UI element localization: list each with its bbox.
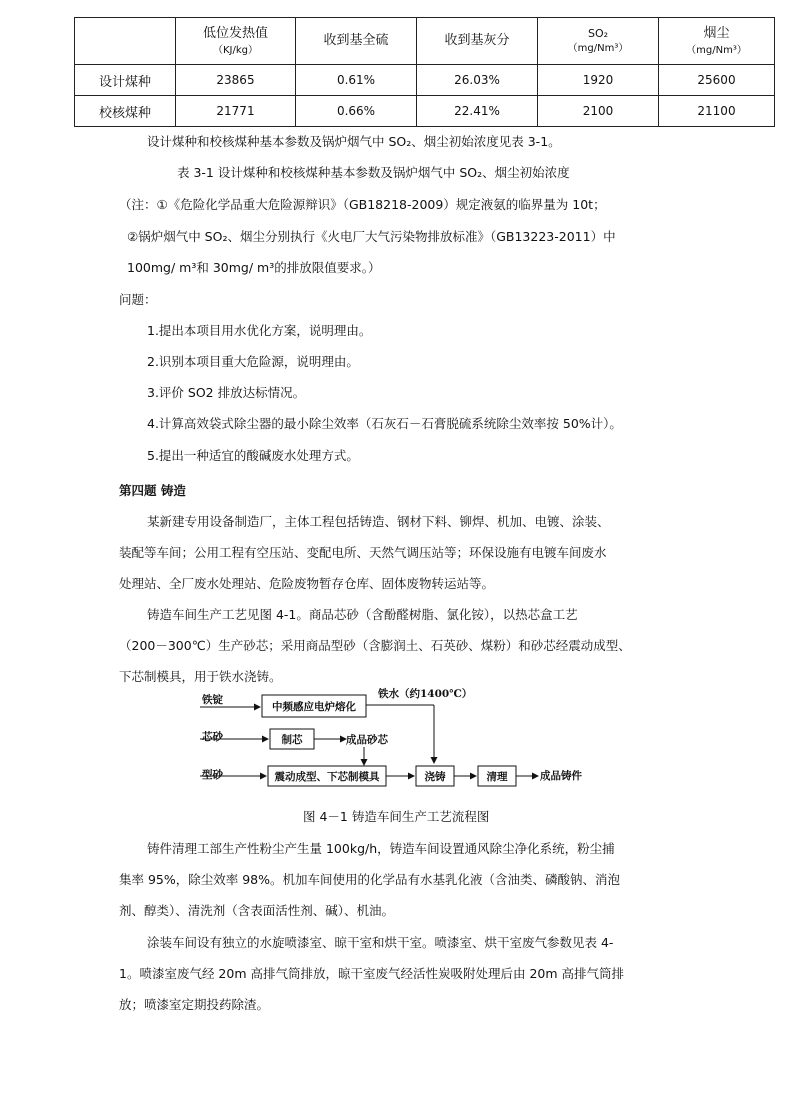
pouring-label: 浇铸	[424, 771, 446, 783]
table-header-row	[75, 18, 775, 65]
header-unit: （mg/Nm³）	[686, 44, 747, 56]
table-row	[75, 96, 775, 127]
coal-parameter-table	[74, 17, 775, 127]
table-cell: 0.61%	[296, 65, 417, 96]
cleaning-label: 清理	[486, 771, 508, 783]
header-unit: （KJ/kg）	[212, 44, 258, 56]
header-main: 烟尘	[703, 25, 730, 41]
questions-heading: 问题：	[119, 292, 157, 307]
paragraph: 放；喷漆室定期投药除渣。	[119, 997, 270, 1012]
core-making-label: 制芯	[281, 734, 303, 746]
table-cell: 26.03%	[417, 65, 538, 96]
core-product-label: 成品砂芯	[346, 734, 388, 746]
paragraph: 1。喷漆室废气经 20m 高排气筒排放，晾干室废气经活性炭吸附处理后由 20m 高排气筒排	[119, 966, 625, 981]
note-line: ②锅炉烟气中 SO₂、烟尘分别执行《火电厂大气污染物排放标准》（GB13223-2011）中	[127, 229, 616, 244]
table-cell: 2100	[538, 96, 659, 127]
paragraph: 涂装车间设有独立的水旋喷漆室、晾干室和烘干室。喷漆室、烘干室废气参数见表 4-	[147, 935, 614, 950]
figure-caption: 图 4－1 铸造车间生产工艺流程图	[303, 809, 490, 824]
row-label: 设计煤种	[75, 65, 176, 96]
table-cell: 21771	[176, 96, 296, 127]
header-cell-empty	[75, 18, 176, 65]
paragraph: 铸件清理工部生产性粉尘产生量 100kg/h，铸造车间设置通风除尘净化系统，粉尘捕	[147, 841, 615, 856]
section-heading: 第四题 铸造	[119, 483, 186, 498]
question-item: 4.计算高效袋式除尘器的最小除尘效率（石灰石－石膏脱硫系统除尘效率按 50%计）。	[147, 416, 622, 431]
paragraph: （200－300℃）生产砂芯；采用商品型砂（含膨润土、石英砂、煤粉）和砂芯经震动成型、	[119, 638, 631, 653]
paragraph: 设计煤种和校核煤种基本参数及锅炉烟气中 SO₂、烟尘初始浓度见表 3-1。	[147, 134, 561, 149]
header-unit: （mg/Nm³）	[567, 43, 629, 54]
question-item: 5.提出一种适宜的酸碱废水处理方式。	[147, 448, 359, 463]
header-cell-heat-value	[176, 18, 296, 65]
input-molding-sand-label: 型砂	[202, 769, 223, 781]
table-cell: 23865	[176, 65, 296, 96]
paragraph: 装配等车间；公用工程有空压站、变配电所、天然气调压站等；环保设施有电镀车间废水	[119, 545, 607, 560]
header-cell-sulfur	[296, 18, 417, 65]
question-item: 1.提出本项目用水优化方案，说明理由。	[147, 323, 372, 338]
table-cell: 0.66%	[296, 96, 417, 127]
input-core-sand-label: 芯砂	[202, 731, 223, 743]
header-main: 低位发热值	[202, 25, 268, 41]
header-main: 收到基全硫	[323, 33, 389, 48]
paragraph: 下芯制模具，用于铁水浇铸。	[119, 669, 282, 684]
molding-label: 震动成型、下芯制模具	[274, 771, 380, 783]
question-item: 2.识别本项目重大危险源，说明理由。	[147, 354, 359, 369]
table-cell: 22.41%	[417, 96, 538, 127]
table-cell: 25600	[659, 65, 775, 96]
row-label: 校核煤种	[75, 96, 176, 127]
header-main: SO₂	[587, 27, 609, 40]
casting-process-flowchart	[196, 683, 596, 793]
paragraph: 集率 95%，除尘效率 98%。机加车间使用的化学品有水基乳化液（含油类、磷酸钠、消泡	[119, 872, 621, 887]
question-item: 3.评价 SO2 排放达标情况。	[147, 385, 306, 400]
note-line: 100mg/ m³和 30mg/ m³的排放限值要求。）	[127, 260, 381, 275]
product-label: 成品铸件	[540, 770, 582, 782]
table-cell: 21100	[659, 96, 775, 127]
paragraph: 铸造车间生产工艺见图 4-1。商品芯砂（含酚醛树脂、氯化铵），以热芯盒工艺	[147, 607, 578, 622]
paragraph: 处理站、全厂废水处理站、危险废物暂存仓库、固体废物转运站等。	[119, 576, 495, 591]
note-line: （注：①《危险化学品重大危险源辩识》（GB18218-2009）规定液氨的临界量为 10t；	[119, 197, 606, 212]
molten-iron-label: 铁水（约1400℃）	[378, 688, 473, 700]
table-row	[75, 65, 775, 96]
paragraph: 某新建专用设备制造厂，主体工程包括铸造、钢材下料、铆焊、机加、电镀、涂装、	[147, 514, 610, 529]
input-iron-label: 铁锭	[202, 694, 223, 706]
table-cell: 1920	[538, 65, 659, 96]
header-cell-ash	[417, 18, 538, 65]
table-caption: 表 3-1 设计煤种和校核煤种基本参数及锅炉烟气中 SO₂、烟尘初始浓度	[177, 165, 570, 180]
paragraph: 剂、醇类）、清洗剂（含表面活性剂、碱）、机油。	[119, 903, 395, 918]
header-main: 收到基灰分	[444, 33, 510, 48]
header-cell-dust	[659, 18, 775, 65]
furnace-label: 中频感应电炉熔化	[272, 701, 356, 713]
header-cell-so2	[538, 18, 659, 65]
